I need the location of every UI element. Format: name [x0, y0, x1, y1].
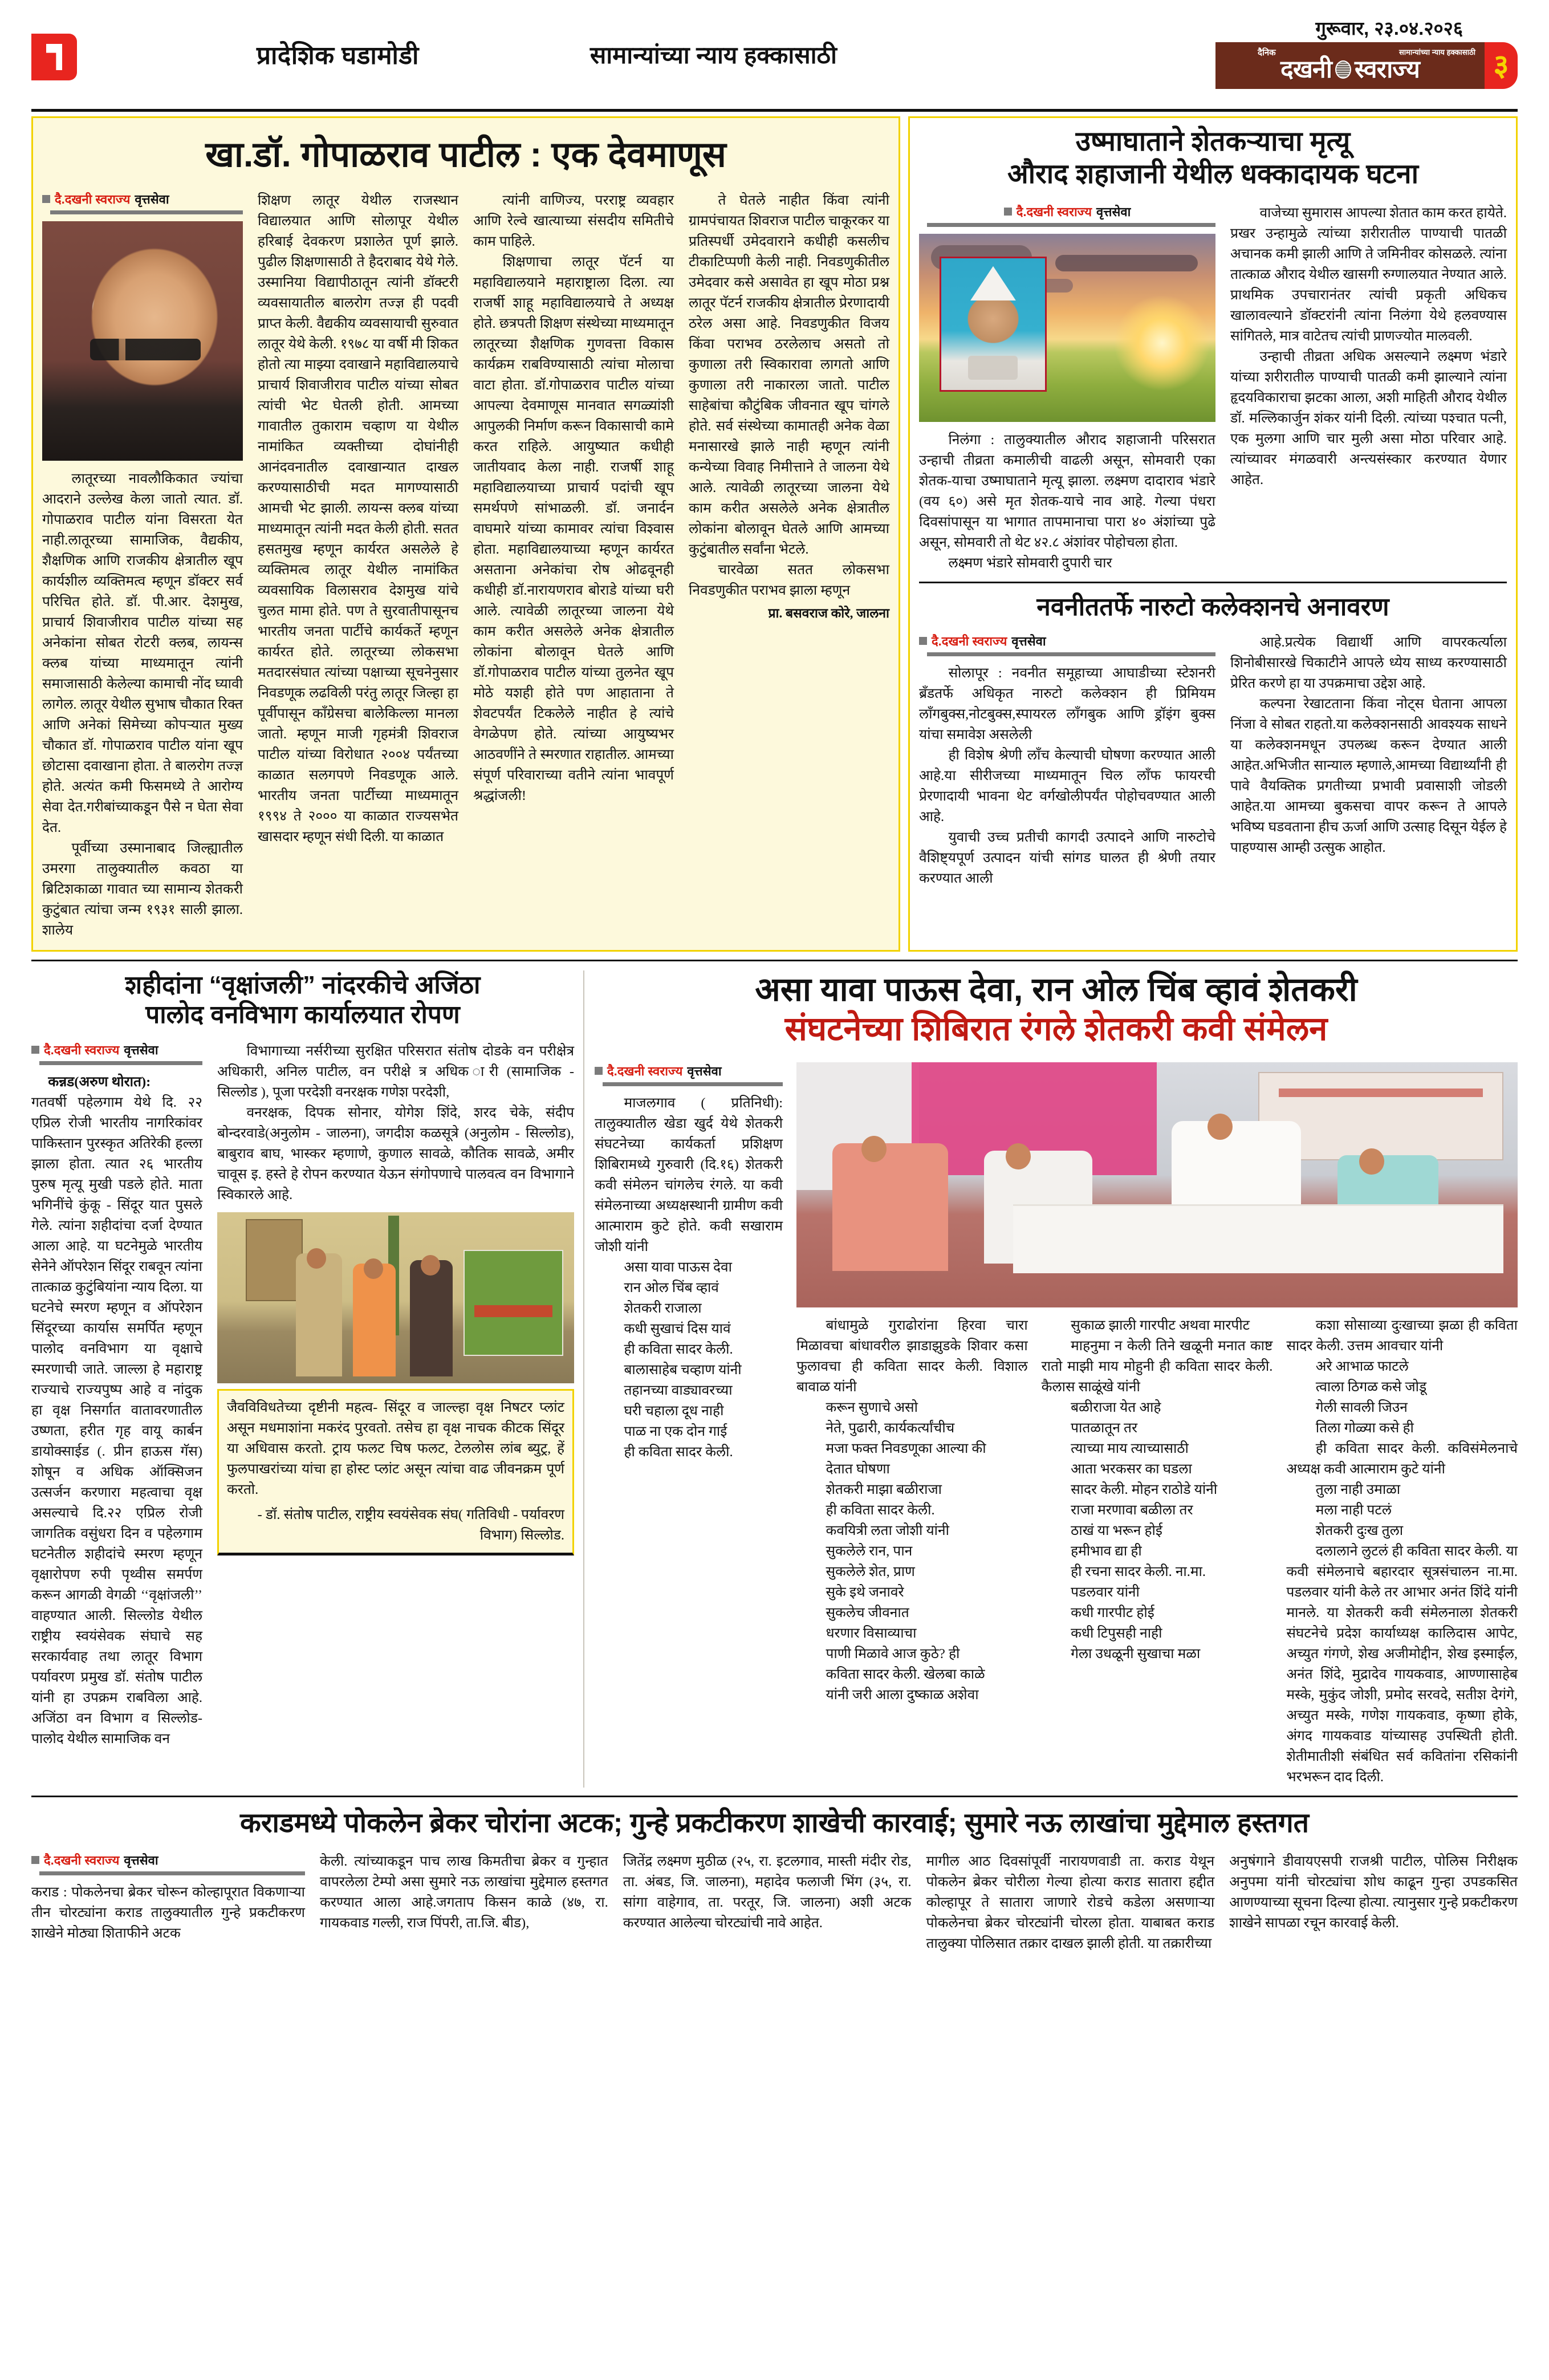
nameplate-word-2: स्वराज्य	[1355, 55, 1420, 83]
globe-icon	[1335, 60, 1351, 79]
byline-rule	[39, 1061, 202, 1065]
photo-poets-conference-dais	[796, 1062, 1518, 1307]
article-headline-line-2: संघटनेच्या शिबिरात रंगले शेतकरी कवी संमेलन	[784, 1010, 1328, 1047]
byline-service: वृत्तसेवा	[1096, 205, 1131, 220]
article-column-1: सोलापूर : नवनीत समूहाच्या आघाडीच्या स्टेशनरी ब्रँडतर्फे अधिकृत नारुटो कलेक्शन ही प्रिमियम लाँगबुक्स,नोटबुक्स,स्पायरल लाँगबुक आणि ड्रॉइंग बुक्स यांचा समावेश असलेली ही विशेष श्रेणी लाँच केल्याची घोषणा करण्यात आली आहे.या सीरीजच्या माध्यमातून चिल लाँफ फायरची प्रेरणादायी भावना थेट वर्गखोलीपर्यंत पोहोचवण्यात आली आहे. युवाची उच्च प्रतीची कागदी उत्पादने आणि नारुटोचे वैशिष्ट्यपूर्ण उत्पादन यांची सांगड घालत ही श्रेणी तयार करण्यात आली	[919, 665, 1215, 887]
article-column-2: आहे.प्रत्येक विद्यार्थी आणि वापरकर्त्याला शिनोबीसारखे चिकाटीने आपले ध्येय साध्य करण्यासाठी प्रेरित करणे हा या उपक्रमाचा उद्देश आहे. कल्पना रेखाटताना किंवा नोट्स घेताना आपला निंजा वे सोबत राहतो.या कलेक्शनसाठी आवश्यक साधने या कलेक्शनमधून उपलब्ध करून देण्यात आली आहेत.अभिजीत सान्याल म्हणाले,आमच्या विद्यार्थ्यांनी ही पावे वैयक्तिक प्रगतीच्या प्रभावी प्रवासाशी जोडली आहेत.या आमच्या बुकसचा वापर करून ते आपले भविष्य घडवताना हीच ऊर्जा आणि उत्साह दिसून येईल हे पाहण्यास आम्ही उत्सुक आहोत.	[1230, 635, 1507, 856]
article-column-4: ते घेतले नाहीत किंवा त्यांनी ग्रामपंचायत शिवराज पाटील चाकूरकर या प्रतिस्पर्धी उमेदवाराने कधीही कसलीच टीकाटिप्पणी केली नाही. निवडणुकीतील उमेदवार कसे असावेत हा खूप मोठा प्रश्न लातूर पॅटर्न राजकीय क्षेत्रातील प्रेरणादायी ठरेल असा आहे. निवडणुकीत विजय किंवा पराभव ठरलेलाच असतो तो कुणाला तरी स्विकारावा लागतो आणि कुणाला तरी नाकारला जातो. पाटील साहेबांचा कौटुंबिक जीवनात खूप चांगले होते. सर्व संस्थेच्या कामातही अनेक वेळा मनासारखे झाले नाही म्हणून त्यांनी कन्येच्या विवाह निमीत्ताने ते जालना येथे आले. त्यावेळी लातूरच्या जालना येथे काम करीत असलेले अनेक क्षेत्रातील लोकांना बोलावून घेतले आणि आमच्या कुटुंबातील सर्वांना भेटले. चारवेळा सतत लोकसभा निवडणुकीत पराभव झाला म्हणून	[689, 193, 889, 599]
article-karad-poclain-breaker-theft	[31, 1808, 1518, 1954]
byline-square-icon	[31, 1856, 39, 1864]
byline	[595, 1062, 783, 1079]
article-column-1: माजलगाव ( प्रतिनिधी): तालुक्यातील खेडा खुर्द येथे शेतकरी संघटनेच्या कार्यकर्ता प्रशिक्षण शिबिरामध्ये गुरुवारी (दि.१६) शेतकरी कवी संमेलन चांगलेच रंगले. या कवी संमेलनाच्या अध्यक्षस्थानी ग्रामीण कवी आत्माराम कुटे होते. कवी सखाराम जोशी यांनी असा यावा पाऊस देवा रान ओल चिंब व्हावं शेतकरी राजाला कधी सुखाचं दिस यावं ही कविता सादर केली. बालासाहेब चव्हाण यांनी तहानच्या वाड्यावरच्या घरी चहाला दूध नाही पाळ ना एक दोन गाई ही कविता सादर केली.	[595, 1095, 783, 1460]
pull-quote-attribution: - डॉ. संतोष पाटील, राष्ट्रीय स्वयंसेवक संघ( गतिविधी - पर्यावरण विभाग) सिल्लोड.	[257, 1506, 564, 1543]
byline-rule	[927, 652, 1215, 656]
masthead	[0, 0, 1549, 108]
article-headline: खा.डॉ. गोपाळराव पाटील : एक देवमाणूस	[205, 135, 726, 174]
article-column-1: कराड : पोकलेनचा ब्रेकर चोरून कोल्हापूरात विकणाऱ्या तीन चोरट्यांना कराड तालुक्यातील गुन्हे प्रकटीकरण शाखेने मोठ्या शिताफीने अटक	[31, 1884, 305, 1941]
byline-square-icon	[42, 195, 50, 203]
byline-service: वृत्तसेवा	[687, 1064, 722, 1079]
byline-square-icon	[31, 1046, 39, 1054]
inset-portrait-deceased-farmer	[940, 257, 1046, 392]
article-dateline: कन्नड(अरुण थोरात):	[48, 1074, 151, 1090]
masthead-tagline: सामान्यांच्या न्याय हक्कासाठी	[589, 41, 837, 68]
publication-date: गुरूवार, २३.०४.२०२६	[1315, 18, 1463, 39]
article-heatstroke-death	[919, 126, 1507, 574]
byline-publication: दै.दखनी स्वराज्य	[55, 192, 131, 207]
article-headline-line-1: शहीदांना “वृक्षांजली” नांदरकीचे अजिंठा	[125, 971, 481, 1000]
article-column-2: शिक्षण लातूर येथील राजस्थान विद्यालयात आणि सोलापूर येथील हरिबाई देवकरण प्रशालेत पूर्ण झाले. पुढील शिक्षणासाठी ते हैदराबाद येथे गेले. उस्मानिया विद्यापीठातून त्यांनी डॉक्टरी व्यवसायातील बालरोग तज्ज्ञ ही पदवी प्राप्त केली. वैद्यकीय व्यवसायाची सुरुवात लातूर येथे केली. १९७८ या वर्षी मी शिकत होतो त्या माझ्या दवाखाने महाविद्यालयाचे प्राचार्य शिवाजीराव पाटील यांच्या सोबत त्यांची भेट घेतली होती. आमच्या गावातील तुकाराम चव्हाण या येथील नामांकित व्यक्तीच्या दोघांनीही आनंदवनातील दवाखान्यात दाखल करण्यासाठीची मदत मागण्यासाठी आमची भेट झाली. लायन्स क्लब यांच्या माध्यमातून त्यांनी मदत केली होती. सतत हसतमुख म्हणून कार्यरत असलेले हे व्यक्तिमत्व लातूर येथील नामांकित व्यवसायिक विलासराव देशमुख यांचे चुलत मामा होते. पण ते सुरवातीपासूनच भारतीय जनता पार्टीचे कार्यकर्ते म्हणून कार्यरत होते. लातूरच्या लोकसभा मतदारसंघात त्यांच्या पक्षाच्या सूचनेनुसार निवडणूक लढविली परंतु लातूर जिल्हा हा पूर्वीपासून काँग्रेसचा बालेकिल्ला मानला जातो. म्हणून माजी गृहमंत्री शिवराज पाटील यांच्या विरोधात २००४ पर्यंतच्या काळात सलगपणे निवडणूक आले. भारतीय जनता पार्टीच्या माध्यमातून १९९४ ते २००० या काळात राज्यसभेत खासदार म्हणून संधी दिली. या काळात	[258, 193, 458, 845]
article-column-3: जितेंद्र लक्ष्मण मुठीळ (२५, रा. इटलगाव, मास्ती मंदीर रोड, ता. अंबड, जि. जालना), महादेव फलाजी भिंग (३५, रा. सांगा वाहेगाव, ता. परतूर, जि. जालना) अशी अटक करण्यात आलेल्या चोरट्यांची नावे आहेत.	[623, 1853, 912, 1931]
article-column-3: त्यांनी वाणिज्य, परराष्ट्र व्यवहार आणि रेल्वे खात्याच्या संसदीय समितीचे काम पाहिले. शिक्षणाचा लातूर पॅटर्न या महाविद्यालयाने महाराष्ट्राला दिला. त्या राजर्षी शाहू महाविद्यालयाचे ते अध्यक्ष होते. छत्रपती शिक्षण संस्थेच्या माध्यमातून लातूरच्या शैक्षणिक गुणवत्ता विकास कार्यक्रम राबविण्यासाठी त्यांचा मोलाचा वाटा होता. डॉ.गोपाळराव पाटील यांच्या आपल्या देवमाणूस मानवात सगळ्यांशी आपुलकी निर्माण करून विकासाची कामे करत राहिले. आयुष्यात कधीही जातीयवाद केला नाही. राजर्षी शाहू महाविद्यालयाच्या प्राचार्य पदांची खूप समर्थपणे सांभाळली. डॉ. जनार्दन वाघमारे यांच्या कामावर त्यांचा विश्वास होता. महाविद्यालयाच्या म्हणून कार्यरत असताना अनेकांचा रोष ओढवूनही कधीही डॉ.नारायणराव बोराडे यांच्या घरी आले. त्यावेळी लातूरच्या जालना येथे काम करीत असलेले अनेक क्षेत्रातील लोकांना बोलावून घेतले आणि डॉ.गोपाळराव पाटील यांच्या तुलनेत खूप मोठे यशही होते पण आहाताना ते शेवटपर्यंत टिकलेले नाहीत हे त्यांचे वेगळेपण होते. त्यांच्या आयुष्यभर आठवणींने ते स्मरणात राहातील. आमच्या संपूर्ण परिवाराच्या वतीने त्यांना भावपूर्ण श्रद्धांजली!	[473, 193, 674, 804]
nameplate-kicker: दैनिक	[1258, 47, 1276, 58]
portrait-photo-gopalrao-patil	[42, 221, 243, 461]
byline-publication: दै.दखनी स्वराज्य	[607, 1064, 683, 1079]
article-headline: कराडमध्ये पोकलेन ब्रेकर चोरांना अटक; गुन्हे प्रकटीकरण शाखेची कारवाई; सुमारे नऊ लाखांचा मुद्देमाल हस्तगत	[240, 1808, 1309, 1839]
byline	[919, 632, 1215, 649]
byline-service: वृत्तसेवा	[124, 1042, 158, 1057]
byline-publication: दै.दखनी स्वराज्य	[44, 1853, 120, 1867]
article-headline: नवनीततर्फे नारुटो कलेक्शनचे अनावरण	[1036, 593, 1389, 622]
nameplate-word-1: दखनी	[1280, 55, 1332, 83]
byline-service: वृत्तसेवा	[1011, 634, 1046, 649]
article-vrukshanjali-tree-planting	[31, 970, 574, 1749]
top-article-block	[31, 116, 1518, 952]
byline-rule	[603, 1082, 783, 1086]
byline-rule	[50, 210, 243, 214]
byline-publication: दै.दखनी स्वराज्य	[932, 634, 1007, 649]
article-column-1: गतवर्षी पहेलगाम येथे दि. २२ एप्रिल रोजी भारतीय नागरिकांवर पाकिस्तान पुरस्कृत अतिरेकी हल्ला झाला होता. त्यात २६ भारतीय पुरुष मृत्यू मुखी पडले होते. माता भगिनींचे कुंकू - सिंदूर यात पुसले गेले. त्यांना शहीदांचा दर्जा देण्यात आला आहे. या घटनेमुळे भारतीय सेनेने ऑपरेशन सिंदूर राबवून त्यांना तात्काळ कुटुंबियांना न्याय दिला. या घटनेचे स्मरण म्हणून व ऑपरेशन सिंदूरच्या कार्यास समर्पित म्हणून पालोद वनविभाग या वृक्षाचे स्मरणाची जाते. जाल्ला हे महाराष्ट्र राज्याचे राज्यपुष्प आहे व नांदुक हा वृक्ष निसर्गात वातावरणातील उष्णता, हरीत गृह वायू कार्बन डायोक्साईड (. प्रीन हाऊस गॅस) शोषून व अधिक ऑक्सिजन उत्सर्जन करणारा महत्वाचा वृक्ष असल्याचे दि.२२ एप्रिल रोजी जागतिक वसुंधरा दिन व पहेलगाम घटनेतील शहीदांचे स्मरण म्हणून वृक्षारोपण रुपी पृथ्वीस समर्पण करून आगळी वेगळी ‘‘वृक्षांजली’’ वाहण्यात आली. सिल्लोड येथील राष्ट्रीय स्वयंसेवक संघाचे सह सरकार्यवाह तथा लातूर विभाग पर्यावरण प्रमुख डॉ. संतोष पाटील यांनी हा उपक्रम राबविला आहे. अजिंठा वन विभाग व सिल्लोड- पालोद येथील सामाजिक वन	[31, 1094, 202, 1747]
byline-square-icon	[919, 637, 927, 645]
article-column-2: वाजेच्या सुमारास आपल्या शेतात काम करत हायेते. प्रखर उन्हामुळे त्यांच्या शरीरातील पाण्याची पातळी अचानक कमी झाली आणि ते जमिनीवर कोसळले. त्यांना तात्काळ औराद येथील खासगी रुग्णालयात नेण्यात आले. प्राथमिक उपचारानंतर त्यांची प्रकृती अधिकच खालावल्याने डॉक्टरांनी त्यांना निलंगा येथे हलवण्यास सांगितले, मात्र वाटेतच त्यांची प्राणज्योत मालवली. उन्हाची तीव्रता अधिक असल्याने लक्ष्मण भंडारे यांच्या शरीरातील पाण्याची पातळी कमी झाल्याने त्यांना हृदयविकाराचा झटका आला, अशी माहिती औराद येथील डॉ. मल्लिकार्जुन शंकर यांनी दिली. त्यांच्या पश्चात पत्नी, एक मुलगा आणि चार मुली असा मोठा परिवार आहे. त्यांच्यावर मंगळवारी अन्त्यसंस्कार करण्यात येणार आहेत.	[1230, 205, 1507, 488]
article-gopalrao-patil	[31, 116, 900, 952]
article-headline-line-1: उष्माघाताने शेतकऱ्याचा मृत्यू	[1075, 127, 1351, 157]
awareness-poster	[464, 1250, 563, 1356]
article-column-1: निलंगा : तालुक्यातील औराद शहाजानी परिसरात उन्हाची तीव्रता कमालीची वाढली असून, सोमवारी एका शेतक-याचा उष्माघाताने मृत्यू झाला. लक्ष्मण दादाराव भंडारे (वय ६०) असे मृत शेतक-याचे नाव आहे. गेल्या पंधरा दिवसांपासून या भागात तापमानाचा पारा ४० अंशांच्या पुढे असून, सोमवारी तो थेट ४२.८ अंशांवर पोहोचला होता. लक्ष्मण भंडारे सोमवारी दुपारी चार	[919, 432, 1215, 571]
byline	[31, 1851, 305, 1869]
article-column-2: बांधामुळे गुराढोरांना हिरवा चारा मिळावचा बांधावरील झाडाझुडके शिवार कसा फुलावचा ही कविता सादर केली. विशाल बावाळ यांनी करून सुणाचे असो नेते, पुढारी, कार्यकर्त्यांचीच मजा फक्त निवडणूका आल्या की देतात घोषणा शेतकरी माझा बळीराजा ही कविता सादर केली. कवयित्री लता जोशी यांनी सुकलेले रान, पान सुकलेले शेत, प्राण सुके इथे जनावरे सुकलेच जीवनात धरणार विसाव्याचा पाणी मिळावे आज कुठे? ही कविता सादर केली. खेलबा काळे यांनी जरी आला दुष्काळ अशेवा	[796, 1318, 1028, 1703]
article-column-2: केली. त्यांच्याकडून पाच लाख किमतीचा ब्रेकर व गुन्हात वापरलेला टेम्पो असा सुमारे नऊ लाखांचा मुद्देमाल हस्तगत करण्यात आला आहे.जगताप किसन काळे (४७, रा. गायकवाड गल्ली, राज पिंपरी, ता.जि. बीड),	[320, 1853, 608, 1931]
byline	[42, 190, 243, 208]
byline-service: वृत्तसेवा	[124, 1853, 158, 1867]
article-attribution: प्रा. बसवराज कोरे, जालना	[768, 606, 889, 621]
publication-logo-mark	[31, 34, 77, 80]
bottom-section-divider	[31, 1796, 1518, 1797]
nameplate-row	[1215, 42, 1518, 89]
article-headline-line-2: औराद शहाजानी येथील धक्कादायक घटना	[1007, 159, 1419, 189]
byline-publication: दै.दखनी स्वराज्य	[1016, 205, 1092, 220]
byline	[919, 203, 1215, 220]
newspaper-nameplate	[1215, 42, 1485, 89]
article-column-1: लातूरच्या नावलौकिकात ज्यांचा आदराने उल्लेख केला जातो त्यात. डॉ. गोपाळराव पाटील यांना विसरता येत नाही.लातूरच्या सामाजिक, वैद्यकीय, शैक्षणिक आणि राजकीय क्षेत्रातील खूप कार्यशील व्यक्तिमत्व म्हणून डॉक्टर सर्व परिचित होते. डॉ. पी.आर. देशमुख, प्राचार्य शिवाजीराव पाटील यांच्या सह अनेकांना सोबत रोटरी क्लब, लायन्स क्लब यांच्या माध्यमातून त्यांनी समाजासाठी केलेल्या कामाची नोंद घ्यावी लागेल. लातूर येथील सुभाष चौकात रिक्त आणि अनेकां सिमेच्या कोपऱ्यात मुख्य चौकात डॉ. गोपाळराव पाटील यांना खूप छोटासा दवाखाना होता. ते बालरोग तज्ज्ञ होते. अत्यंत कमी फिसमध्ये ते आरोग्य सेवा देत.गरीबांच्याकडून पैसे न घेता सेवा देत. पूर्वीच्या उस्मानाबाद जिल्ह्यातील उमरगा तालुक्यातील कवठा या ब्रिटिशकाळा गावात च्या सामान्य शेतकरी कुटुंबात त्यांचा जन्म १९३१ साली झाला. शालेय	[42, 471, 243, 939]
photo-sunset-field-with-deceased-portrait	[919, 234, 1215, 422]
article-farmer-poets-conference	[583, 970, 1518, 1788]
byline	[31, 1041, 202, 1058]
nameplate-motto: सामान्यांच्या न्याय हक्कासाठी	[1398, 47, 1475, 56]
article-column-3: सुकाळ झाली गारपीट अथवा मारपीट माहनुमा न केली तिने खळूनी मनात काष्ट रातो माझी माय मोहुनी ही कविता सादर केली. कैलास साळूंखे यांनी बळीराजा येत आहे पातळातून तर त्याच्या माय त्याच्यासाठी आता भरकसर का घडला सादर केली. मोहन राठोडे यांनी राजा मरणावा बळीला तर ठाखं या भरून होई हमीभाव द्या ही ही रचना सादर केली. ना.मा. पडलवार यांनी कधी गारपीट होई कधी टिपुसही नाही गेला उधळूनी सुखाचा मळा	[1041, 1318, 1273, 1662]
page-number: ३	[1485, 42, 1518, 89]
byline-rule	[39, 1871, 305, 1875]
middle-article-block	[31, 970, 1518, 1788]
byline-square-icon	[595, 1067, 603, 1075]
article-column-4: मागील आठ दिवसांपूर्वी नारायणवाडी ता. कराड येथून पोकलेन ब्रेकर चोरीला गेल्या होत्या कराड सातारा हद्दीत कोल्हापूर ते सातारा जाणारे रोडचे कडेला असणाऱ्या पोकलेनचा ब्रेकर चोरट्यांनी चोरला होता. याबाबत कराड तालुक्या पोलिसात तक्रार दाखल झाली होती. या तक्रारीच्या	[926, 1853, 1215, 1951]
byline-publication: दै.दखनी स्वराज्य	[44, 1042, 120, 1057]
article-column-5: अनुषंगाने डीवायएसपी राजश्री पाटील, पोलिस निरीक्षक अनुपमा यांनी चोरट्यांचा शोध काढून गुन्हा उपडकसित आणण्याच्या सूचना दिल्या होत्या. त्यानुसार गुन्हे प्रकटीकरण शाखेने सापळा रचून कारवाई केली.	[1229, 1853, 1518, 1931]
masthead-right	[1215, 15, 1518, 89]
pull-quote-text: जैवविविधतेच्या दृष्टीनी महत्व- सिंदूर व जाल्ल्हा वृक्ष निषटर प्लांट असून मधमाशांना मकरंद पुरवतो. तसेच हा वृक्ष नाचक कीटक सिंदूर या अधिवास करतो. ट्राय फलट चिष फलट, टेललोस लांब ब्युट्र, हें फुलपाखरांच्या यांचा हा होस्ट प्लांट असून त्यांचा वाढ जीवनक्रम पूर्ण करतो.	[227, 1399, 564, 1497]
section-title: प्रादेशिक घडामोडी	[257, 42, 419, 70]
major-section-divider	[31, 960, 1518, 961]
article-headline-line-2: पालोद वनविभाग कार्यालयात रोपण	[145, 1001, 460, 1029]
byline-rule	[927, 223, 1215, 227]
section-divider	[919, 582, 1507, 583]
article-column-4: कशा सोसाव्या दुःखाच्या झळा ही कविता सादर केली. उत्तम आवचार यांनी अरे आभाळ फाटले त्वाला ठिगळ कसे जोडू गेली सावली जिउन तिला गोळ्या कसे ही ही कविता सादर केली. कविसंमेलनाचे अध्यक्ष कवी आत्माराम कुटे यांनी तुला नाही उमाळा मला नाही पटलं शेतकरी दुःख तुला दलालाने लुटलं ही कविता सादर केली. या कवी संमेलनाचे बहारदार सूत्रसंचालन ना.मा. पडलवार यांनी केले तर आभार अनंत शिंदे यांनी मानले. या शेतकरी कवी संमेलनाला शेतकरी संघटनेचे प्रदेश कार्याध्यक्ष कालिदास आपेट, अच्युत गंगणे, शेख अजीमोद्दीन, शेख इस्माईल, अनंत शिंदे, मुद्रादेव गायकवाड, आण्णासाहेब मस्के, मुकुंद जोशी, प्रमोद सरवदे, सतीश देगंगे, अच्युत मस्के, गणेश गायकवाड, कृष्णा होके, अंगद गायकवाड यांच्यासह उपस्थिती होती. शेतीमातीशी संबंधित सर्व कवितांना रसिकांनी भरभरून दाद दिली.	[1286, 1318, 1518, 1785]
right-article-stack	[908, 116, 1518, 952]
article-column-2: विभागाच्या नर्सरीच्या सुरक्षित परिसरात संतोष दोडके वन परीक्षेत्र अधिकारी, अनिल पाटील, वन परीक्षे त्र अधिक ारी (सामाजिक - सिल्लोड ), पूजा परदेशी वनरक्षक गणेश परदेशी, वनरक्षक, दिपक सोनार, योगेश शिंदे, शरद चेके, संदीप बोन्दरवाडे(अनुलोम - जालना), जगदीश कळसूत्रे (अनुलोम - सिल्लोड), बाबुराव बाघ, भास्कर म्हणाणे, कुणाल सावळे, कौतिक सावळे, अमीर चावूस इ. हस्ते हे रोपन करण्यात येऊन संगोपणाचे पालवत्व वन विभागाने स्विकारले आहे.	[217, 1043, 574, 1203]
article-headline-line-1: असा यावा पाऊस देवा, रान ओल चिंब व्हावं शेतकरी	[755, 971, 1357, 1009]
pull-quote-box	[217, 1389, 574, 1555]
article-navneet-naruto-collection	[919, 592, 1507, 889]
byline-square-icon	[1004, 208, 1012, 216]
masthead-divider	[31, 109, 1518, 112]
byline-service: वृत्तसेवा	[135, 192, 169, 207]
photo-tree-planting-officials	[217, 1212, 574, 1383]
page-body	[0, 116, 1549, 1954]
